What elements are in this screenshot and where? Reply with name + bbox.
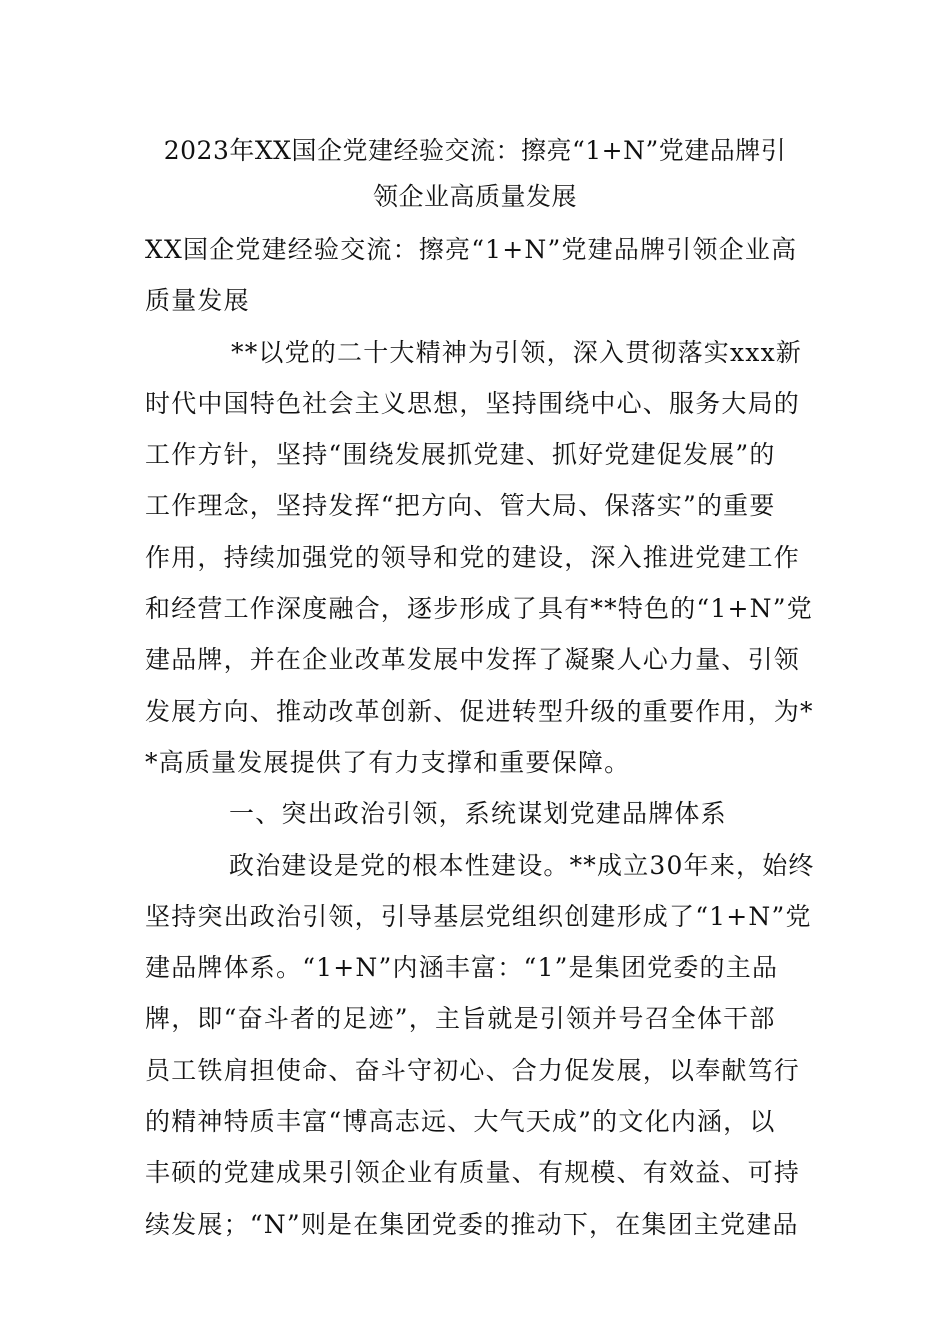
paragraph-1-line-5: 作用，持续加强党的领导和党的建设，深入推进党建工作: [145, 542, 801, 572]
title-line-1: 2023年XX国企党建经验交流：擦亮“1+N”党建品牌引: [163, 136, 787, 165]
paragraph-2-line-6: 的精神特质丰富“博高志远、大气天成”的文化内涵，以: [145, 1107, 776, 1137]
paragraph-1-line-2: 时代中国特色社会主义思想，坚持围绕中心、服务大局的: [145, 388, 801, 418]
paragraph-2-line-1: 政治建设是党的根本性建设。**成立30年来，始终: [229, 850, 815, 880]
document-title: [140, 128, 810, 220]
paragraph-2-line-4: 牌，即“奋斗者的足迹”，主旨就是引领并号召全体干部: [145, 1004, 776, 1034]
paragraph-2-line-3: 建品牌体系。“1+N”内涵丰富：“1”是集团党委的主品: [145, 953, 779, 983]
section-1-heading: 一、突出政治引领，系统谋划党建品牌体系: [229, 799, 727, 829]
paragraph-2-line-8: 续发展；“N”则是在集团党委的推动下，在集团主党建品: [145, 1209, 799, 1239]
paragraph-1-line-4: 工作理念，坚持发挥“把方向、管大局、保落实”的重要: [145, 491, 776, 521]
paragraph-1-line-6: 和经营工作深度融合，逐步形成了具有**特色的“1+N”党: [145, 594, 813, 624]
subtitle-line-2: 质量发展: [145, 286, 250, 316]
subtitle-line-1: XX国企党建经验交流：擦亮“1+N”党建品牌引领企业高: [145, 235, 798, 264]
document-body: [145, 224, 815, 1250]
title-line-2: 领企业高质量发展: [372, 182, 577, 211]
paragraph-1-line-9: *高质量发展提供了有力支撑和重要保障。: [145, 747, 631, 777]
paragraph-1-line-8: 发展方向、推动改革创新、促进转型升级的重要作用，为*: [145, 696, 814, 726]
paragraph-1-line-7: 建品牌，并在企业改革发展中发挥了凝聚人心力量、引领: [145, 645, 801, 675]
paragraph-2-line-2: 坚持突出政治引领，引导基层党组织创建形成了“1+N”党: [145, 901, 812, 931]
paragraph-2-line-5: 员工铁肩担使命、奋斗守初心、合力促发展，以奉献笃行: [145, 1055, 801, 1085]
paragraph-2-line-7: 丰硕的党建成果引领企业有质量、有规模、有效益、可持: [145, 1158, 801, 1188]
paragraph-1-line-1: **以党的二十大精神为引领，深入贯彻落实xxx新: [231, 337, 803, 367]
paragraph-1-line-3: 工作方针，坚持“围绕发展抓党建、抓好党建促发展”的: [145, 440, 776, 470]
